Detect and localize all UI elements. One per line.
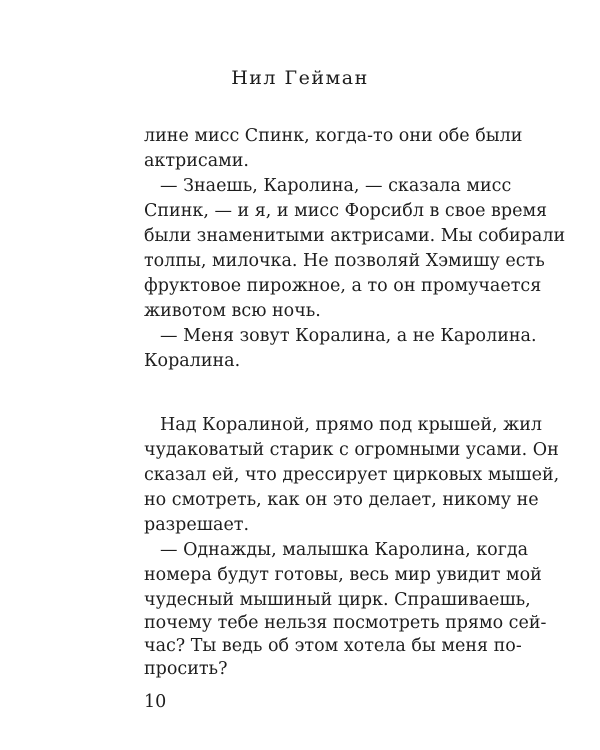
text-line: час? Ты ведь об этом хотела бы меня по- <box>144 636 522 656</box>
text-line: сказал ей, что дрессирует цирковых мышей, <box>144 465 560 485</box>
text-line: — Однажды, малышка Каролина, когда <box>160 540 529 560</box>
text-line: разрешает. <box>144 515 250 535</box>
text-line: Над Коралиной, прямо под крышей, жил <box>160 415 543 435</box>
text-line: чудаковатый старик с огромными усами. Он <box>144 440 559 460</box>
page-number: 10 <box>144 692 167 712</box>
text-line: — Меня зовут Коралина, а не Каролина. <box>160 326 537 346</box>
text-line: просить? <box>144 659 228 679</box>
text-line: чудесный мышиный цирк. Спрашиваешь, <box>144 590 531 610</box>
text-line: актрисами. <box>144 151 249 171</box>
text-line: но смотреть, как он это делает, никому не <box>144 490 539 510</box>
text-line: Спинк, — и я, и мисс Форсибл в свое время <box>144 201 548 221</box>
text-line: лине мисс Спинк, когда-то они обе были <box>144 126 523 146</box>
text-line: фруктовое пирожное, а то он промучается <box>144 276 542 296</box>
text-line: животом всю ночь. <box>144 301 321 321</box>
text-line: толпы, милочка. Не позволяй Хэмишу есть <box>144 251 545 271</box>
text-line: были знаменитыми актрисами. Мы собирали <box>144 226 566 246</box>
text-line: Коралина. <box>144 351 241 371</box>
text-line: — Знаешь, Каролина, — сказала мисс <box>160 176 512 196</box>
text-line: почему тебе нельзя посмотреть прямо сей- <box>144 613 547 633</box>
text-line: номера будут готовы, весь мир увидит мой <box>144 565 542 585</box>
running-head: Нил Гейман <box>231 67 369 89</box>
